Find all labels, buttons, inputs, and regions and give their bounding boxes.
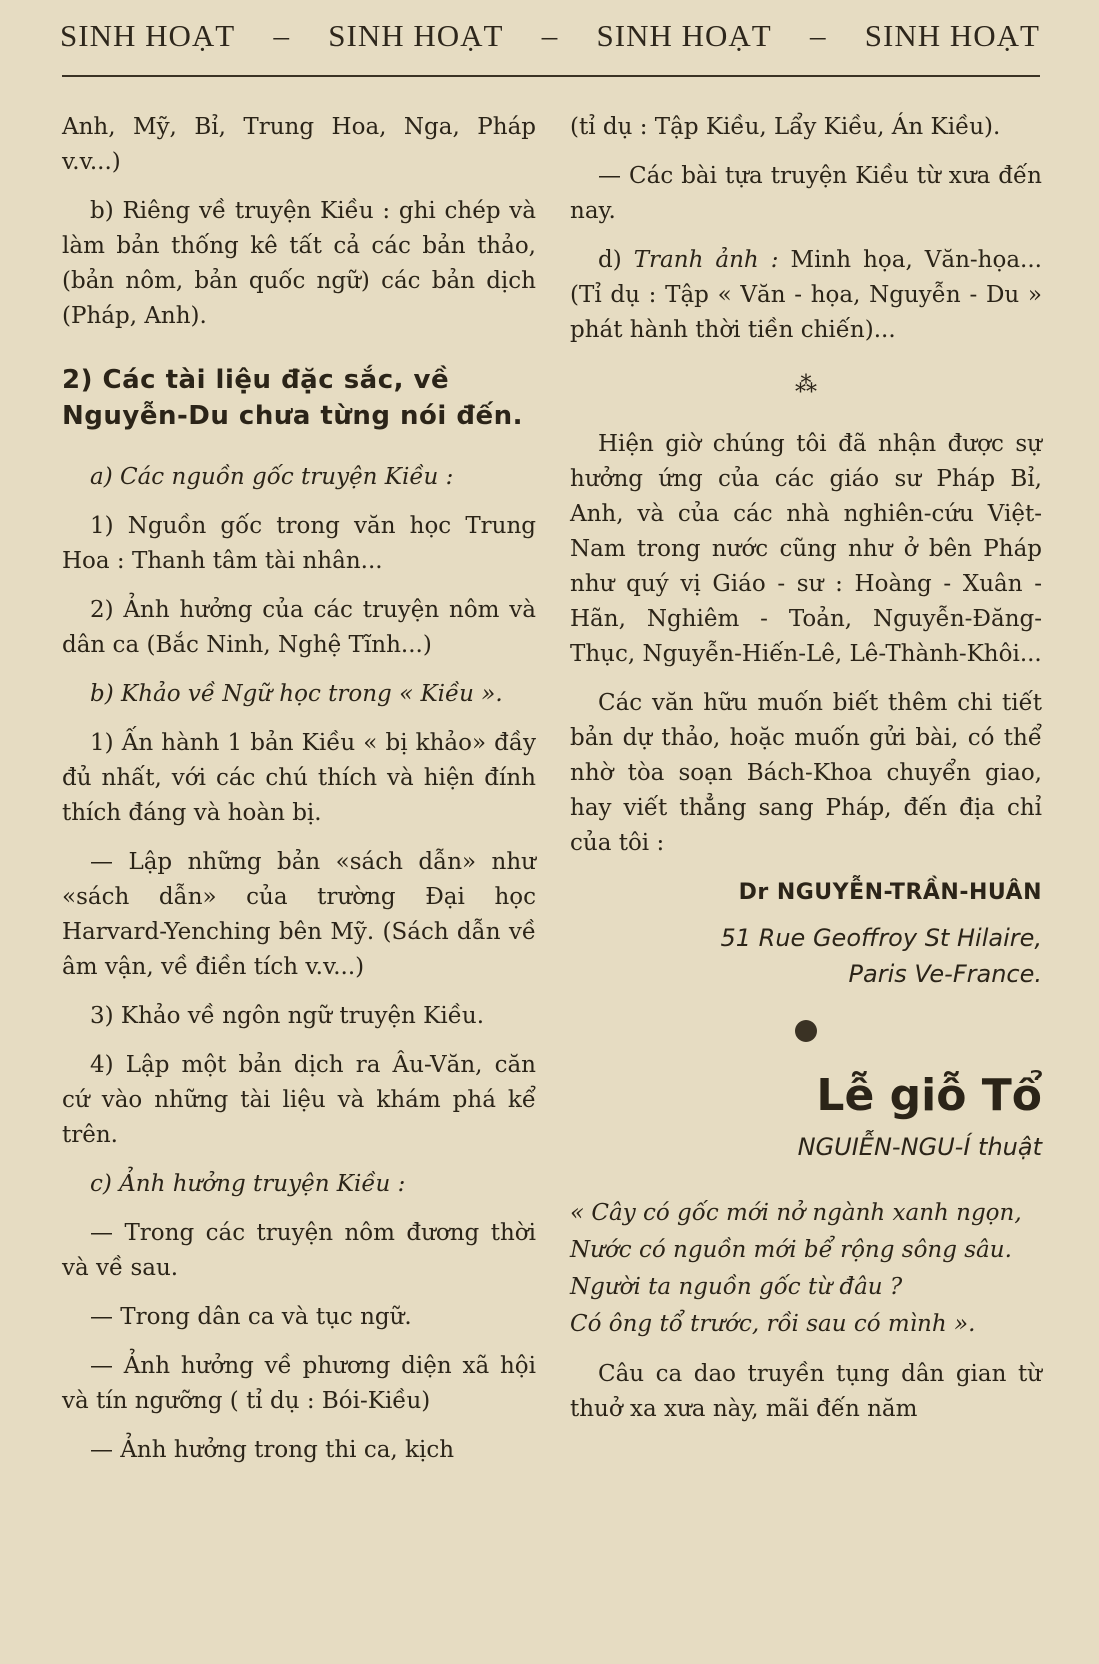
right-column — [570, 110, 1042, 1441]
italic-term: Tranh ảnh : — [633, 247, 779, 273]
paragraph: Hiện giờ chúng tôi đã nhận được sự hưởng ứng của các giáo sư Pháp Bỉ, Anh, và của các nhà nghiên-cứu Việt-Nam trong nước cũng như ở bên Pháp như quý vị Giáo - sư : Hoàng - Xuân - Hãn, Nghiêm - Toản, Nguyễn-Đăng-Thục, Nguyễn-Hiến-Lê, Lê-Thành-Khôi... — [570, 431, 1042, 667]
header-item: SINH HOẠT — [60, 18, 236, 53]
address-line: 51 Rue Geoffroy St Hilaire, — [720, 924, 1042, 952]
header-item: SINH HOẠT — [596, 18, 772, 53]
ornament-dot — [795, 1020, 817, 1042]
section-separator: ⁂ — [795, 373, 817, 398]
paragraph: b) Riêng về truyện Kiều : ghi chép và làm bản thống kê tất cả các bản thảo, (bản nôm, bản quốc ngữ) các bản dịch (Pháp, Anh). — [62, 198, 536, 329]
paragraph: Các văn hữu muốn biết thêm chi tiết bản dự thảo, hoặc muốn gửi bài, có thể nhờ tòa soạn Bách-Khoa chuyển giao, hay viết thẳng sang Pháp, đến địa chỉ của tôi : — [570, 690, 1042, 856]
paragraph: 1) Nguồn gốc trong văn học Trung Hoa : Thanh tâm tài nhân... — [62, 513, 536, 574]
header-item: SINH HOẠT — [864, 18, 1040, 53]
poem-line: Người ta nguồn gốc từ đâu ? — [570, 1274, 903, 1300]
poem-line: « Cây có gốc mới nở ngành xanh ngọn, — [570, 1200, 1022, 1226]
left-column — [62, 110, 536, 1482]
paragraph: 4) Lập một bản dịch ra Âu-Văn, căn cứ vào những tài liệu và khám phá kể trên. — [62, 1052, 536, 1148]
header-dash: – — [541, 18, 559, 53]
paragraph — [570, 243, 1042, 348]
header-rule — [62, 75, 1040, 77]
paragraph: — Trong các truyện nôm đương thời và về sau. — [62, 1220, 536, 1281]
subheading: b) Khảo về Ngữ học trong « Kiều ». — [90, 681, 503, 707]
running-header — [60, 18, 1040, 54]
header-dash: – — [273, 18, 290, 53]
section-heading: 2) Các tài liệu đặc sắc, về Nguyễn-Du chưa từng nói đến. — [62, 365, 524, 431]
paragraph: — Các bài tựa truyện Kiều từ xưa đến nay. — [570, 163, 1042, 224]
text: Minh họa, Văn-họa... (Tỉ dụ : Tập « Văn - họa, Nguyễn - Du » phát hành thời tiền chiến)... — [570, 247, 1042, 343]
paragraph: Anh, Mỹ, Bỉ, Trung Hoa, Nga, Pháp v.v...) — [62, 114, 536, 175]
article-title: Lễ giỗ Tổ — [816, 1070, 1042, 1121]
subheading: a) Các nguồn gốc truyện Kiều : — [90, 464, 454, 490]
poem — [570, 1195, 1042, 1343]
paragraph: Câu ca dao truyền tụng dân gian từ thuở xa xưa này, mãi đến năm — [570, 1361, 1042, 1422]
poem-line: Có ông tổ trước, rồi sau có mình ». — [570, 1311, 976, 1337]
paragraph: — Trong dân ca và tục ngữ. — [90, 1304, 412, 1330]
signature: Dr NGUYỄN-TRẦN-HUÂN — [738, 880, 1042, 905]
paragraph: — Ảnh hưởng trong thi ca, kịch — [90, 1437, 455, 1463]
address-line: Paris Ve-France. — [848, 960, 1042, 988]
paragraph: 1) Ấn hành 1 bản Kiều « bị khảo» đầy đủ nhất, với các chú thích và hiện đính thích đáng và hoàn bị. — [62, 730, 536, 826]
paragraph: — Ảnh hưởng về phương diện xã hội và tín ngưỡng ( tỉ dụ : Bói-Kiều) — [62, 1353, 536, 1414]
poem-line: Nước có nguồn mới bể rộng sông sâu. — [570, 1237, 1012, 1263]
label: d) — [598, 247, 634, 273]
article-author: NGUIỄN-NGU-Í thuật — [797, 1133, 1042, 1161]
paragraph: 2) Ảnh hưởng của các truyện nôm và dân ca (Bắc Ninh, Nghệ Tĩnh...) — [62, 597, 536, 658]
header-dash: – — [809, 18, 827, 53]
subheading: c) Ảnh hưởng truyện Kiều : — [90, 1171, 406, 1197]
paragraph: — Lập những bản «sách dẫn» như «sách dẫn» của trường Đại học Harvard-Yenching bên Mỹ. (Sách dẫn về âm vận, về điền tích v.v...) — [62, 849, 536, 980]
paragraph: 3) Khảo về ngôn ngữ truyện Kiều. — [90, 1003, 484, 1029]
paragraph: (tỉ dụ : Tập Kiều, Lẩy Kiều, Án Kiều). — [570, 114, 1001, 140]
header-item: SINH HOẠT — [328, 18, 504, 53]
